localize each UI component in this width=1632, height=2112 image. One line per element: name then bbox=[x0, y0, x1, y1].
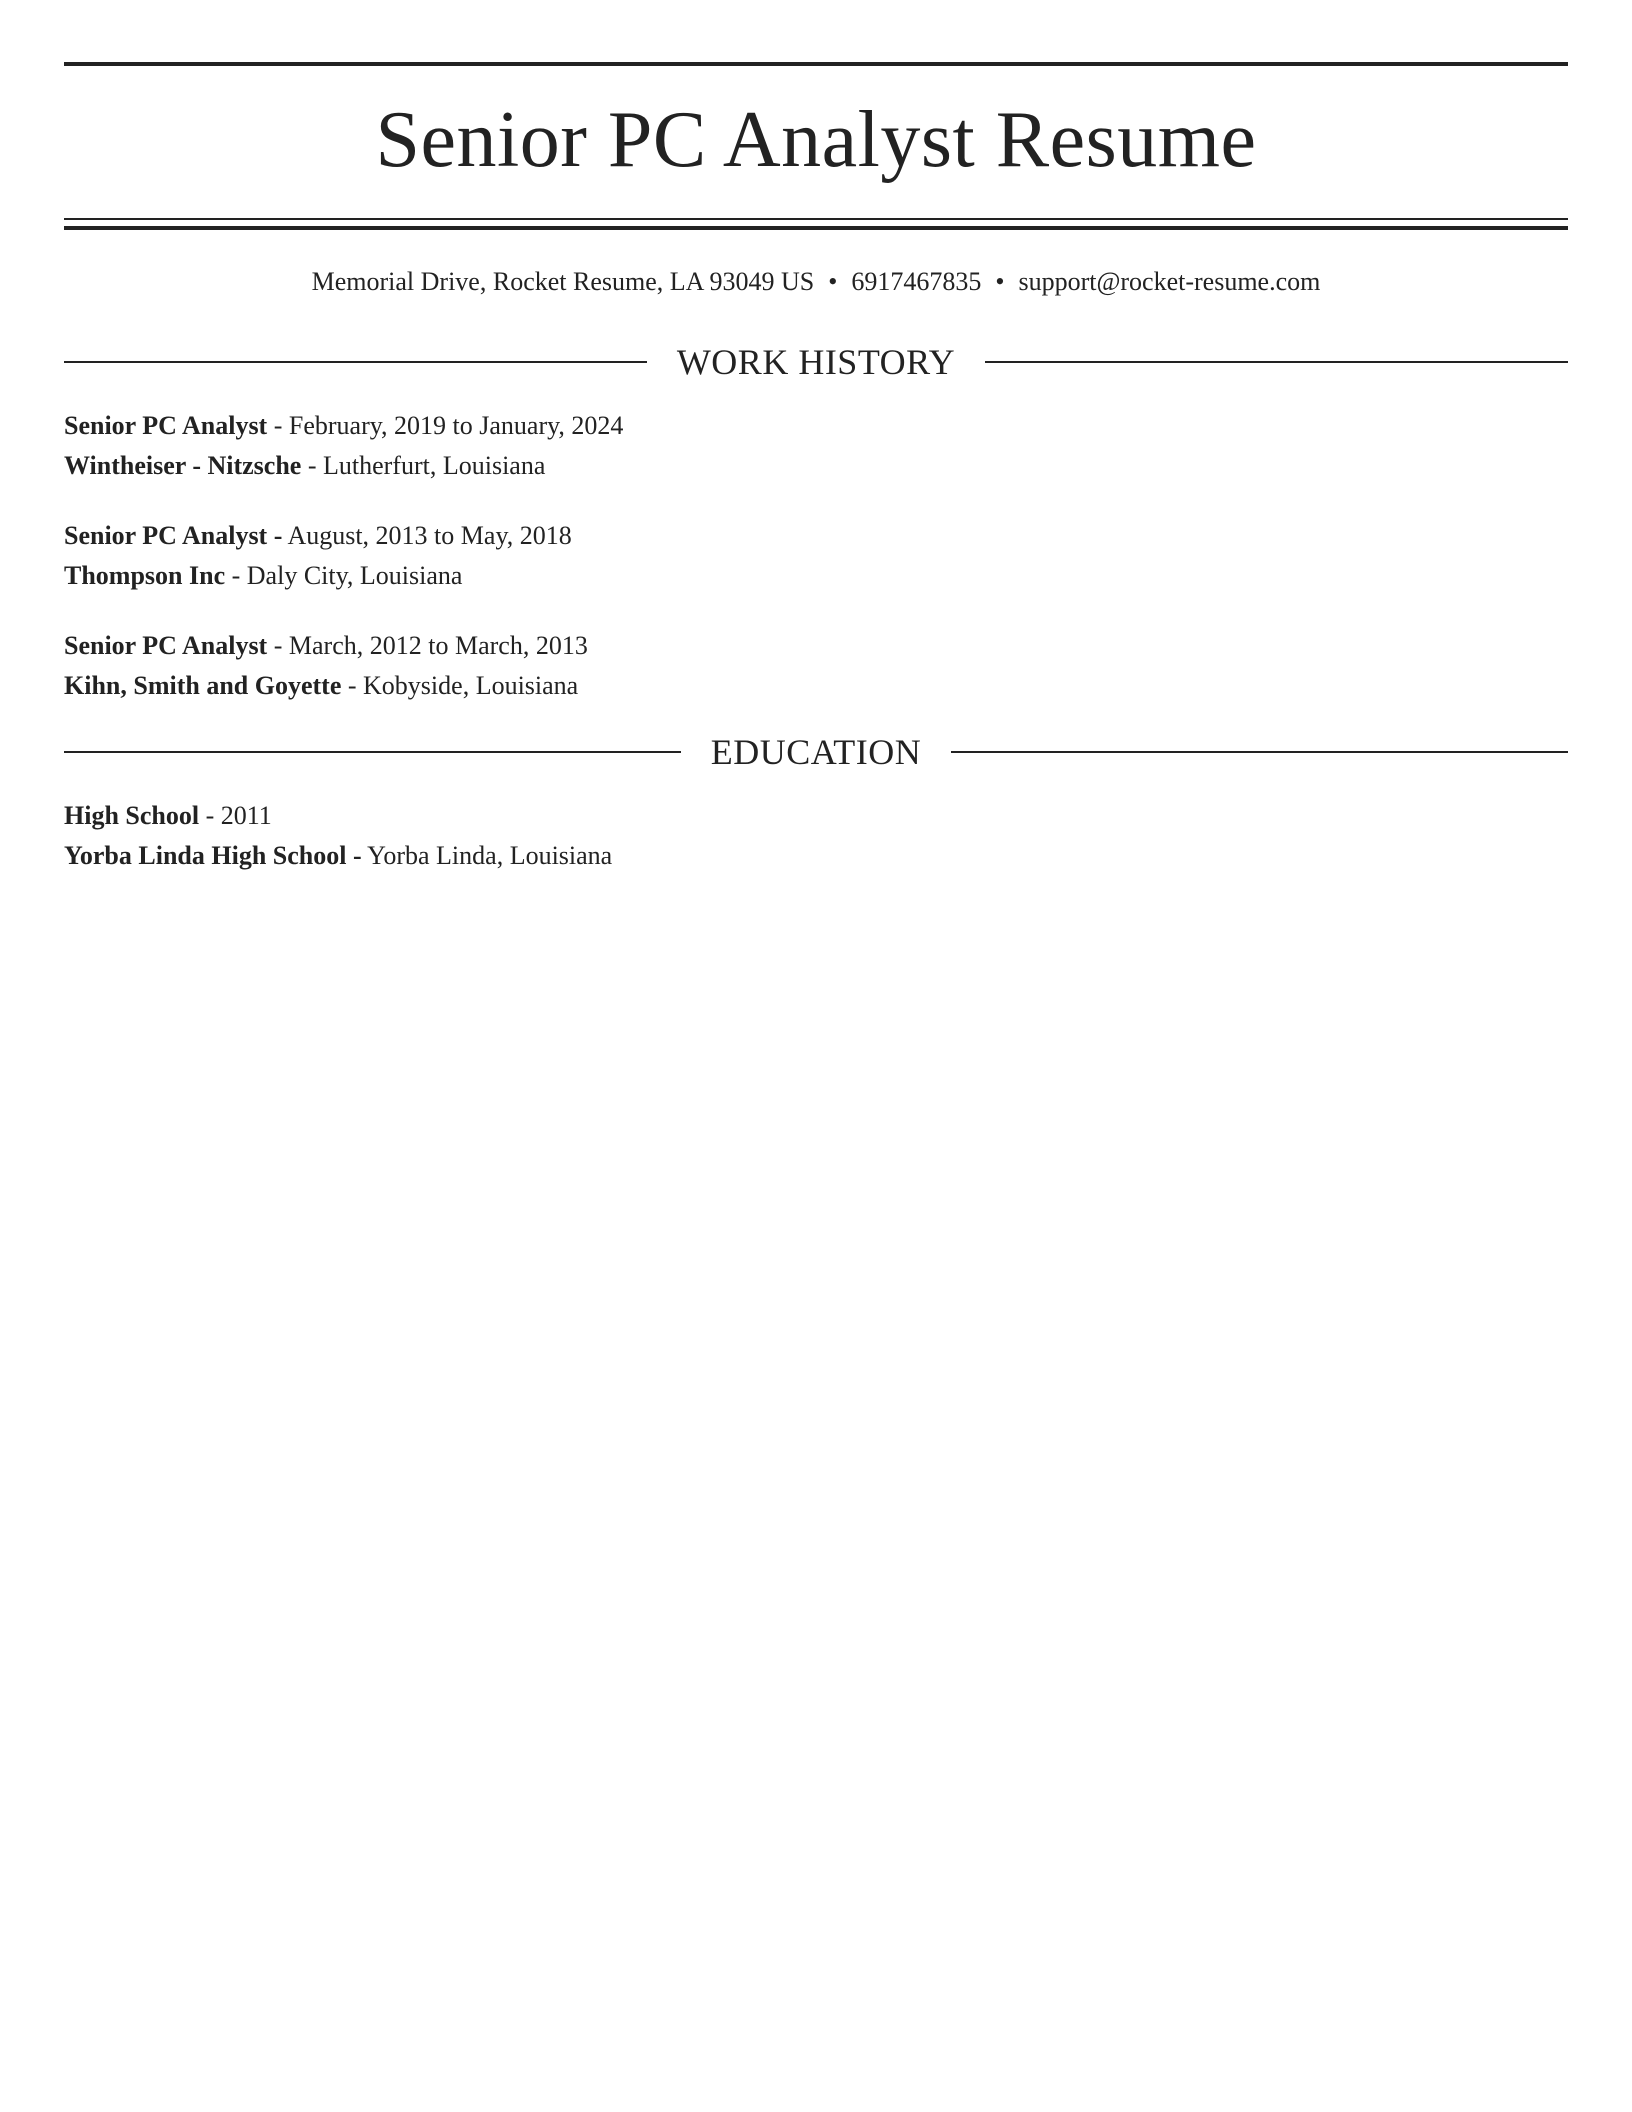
company-location: - Daly City, Louisiana bbox=[225, 561, 463, 590]
title-double-rule bbox=[64, 218, 1568, 230]
work-entry bbox=[64, 406, 1568, 486]
job-dates: - March, 2012 to March, 2013 bbox=[267, 631, 588, 660]
company-location: - Lutherfurt, Louisiana bbox=[301, 451, 546, 480]
contact-phone: 6917467835 bbox=[851, 267, 982, 296]
work-entry bbox=[64, 626, 1568, 706]
heading-rule-left bbox=[64, 361, 647, 363]
company-name: Wintheiser - Nitzsche bbox=[64, 451, 302, 480]
education-title: EDUCATION bbox=[710, 732, 922, 772]
education-degree-row bbox=[64, 796, 1568, 836]
job-title: Senior PC Analyst - bbox=[64, 521, 283, 550]
school-location: Yorba Linda, Louisiana bbox=[361, 841, 613, 870]
work-entry-company-row bbox=[64, 556, 1568, 596]
work-entry-company-row bbox=[64, 446, 1568, 486]
work-entry-role-row bbox=[64, 516, 1568, 556]
company-location: - Kobyside, Louisiana bbox=[341, 671, 579, 700]
job-title: Senior PC Analyst bbox=[64, 411, 268, 440]
job-title: Senior PC Analyst bbox=[64, 631, 268, 660]
work-entry-company-row bbox=[64, 666, 1568, 706]
education-list bbox=[64, 796, 1568, 876]
work-entry-role-row bbox=[64, 626, 1568, 666]
work-entry-role-row bbox=[64, 406, 1568, 446]
work-history-list bbox=[64, 406, 1568, 706]
job-dates: - February, 2019 to January, 2024 bbox=[267, 411, 624, 440]
degree-name: High School bbox=[64, 801, 200, 830]
company-name: Thompson Inc bbox=[64, 561, 226, 590]
contact-separator: • bbox=[828, 267, 838, 296]
top-rule bbox=[64, 62, 1568, 66]
contact-address: Memorial Drive, Rocket Resume, LA 93049 US bbox=[311, 267, 815, 296]
contact-line bbox=[64, 266, 1568, 298]
graduation-year: - 2011 bbox=[199, 801, 272, 830]
page-title: Senior PC Analyst Resume bbox=[375, 96, 1257, 184]
contact-separator: • bbox=[995, 267, 1005, 296]
job-dates: August, 2013 to May, 2018 bbox=[282, 521, 572, 550]
education-school-row bbox=[64, 836, 1568, 876]
heading-rule-right bbox=[985, 361, 1568, 363]
company-name: Kihn, Smith and Goyette bbox=[64, 671, 342, 700]
heading-rule-right bbox=[951, 751, 1568, 753]
education-entry bbox=[64, 796, 1568, 876]
work-history-title: WORK HISTORY bbox=[676, 342, 956, 382]
contact-email: support@rocket-resume.com bbox=[1018, 267, 1321, 296]
work-entry bbox=[64, 516, 1568, 596]
work-history-heading bbox=[64, 342, 1568, 382]
heading-rule-left bbox=[64, 751, 681, 753]
school-name: Yorba Linda High School - bbox=[64, 841, 362, 870]
education-heading bbox=[64, 732, 1568, 772]
